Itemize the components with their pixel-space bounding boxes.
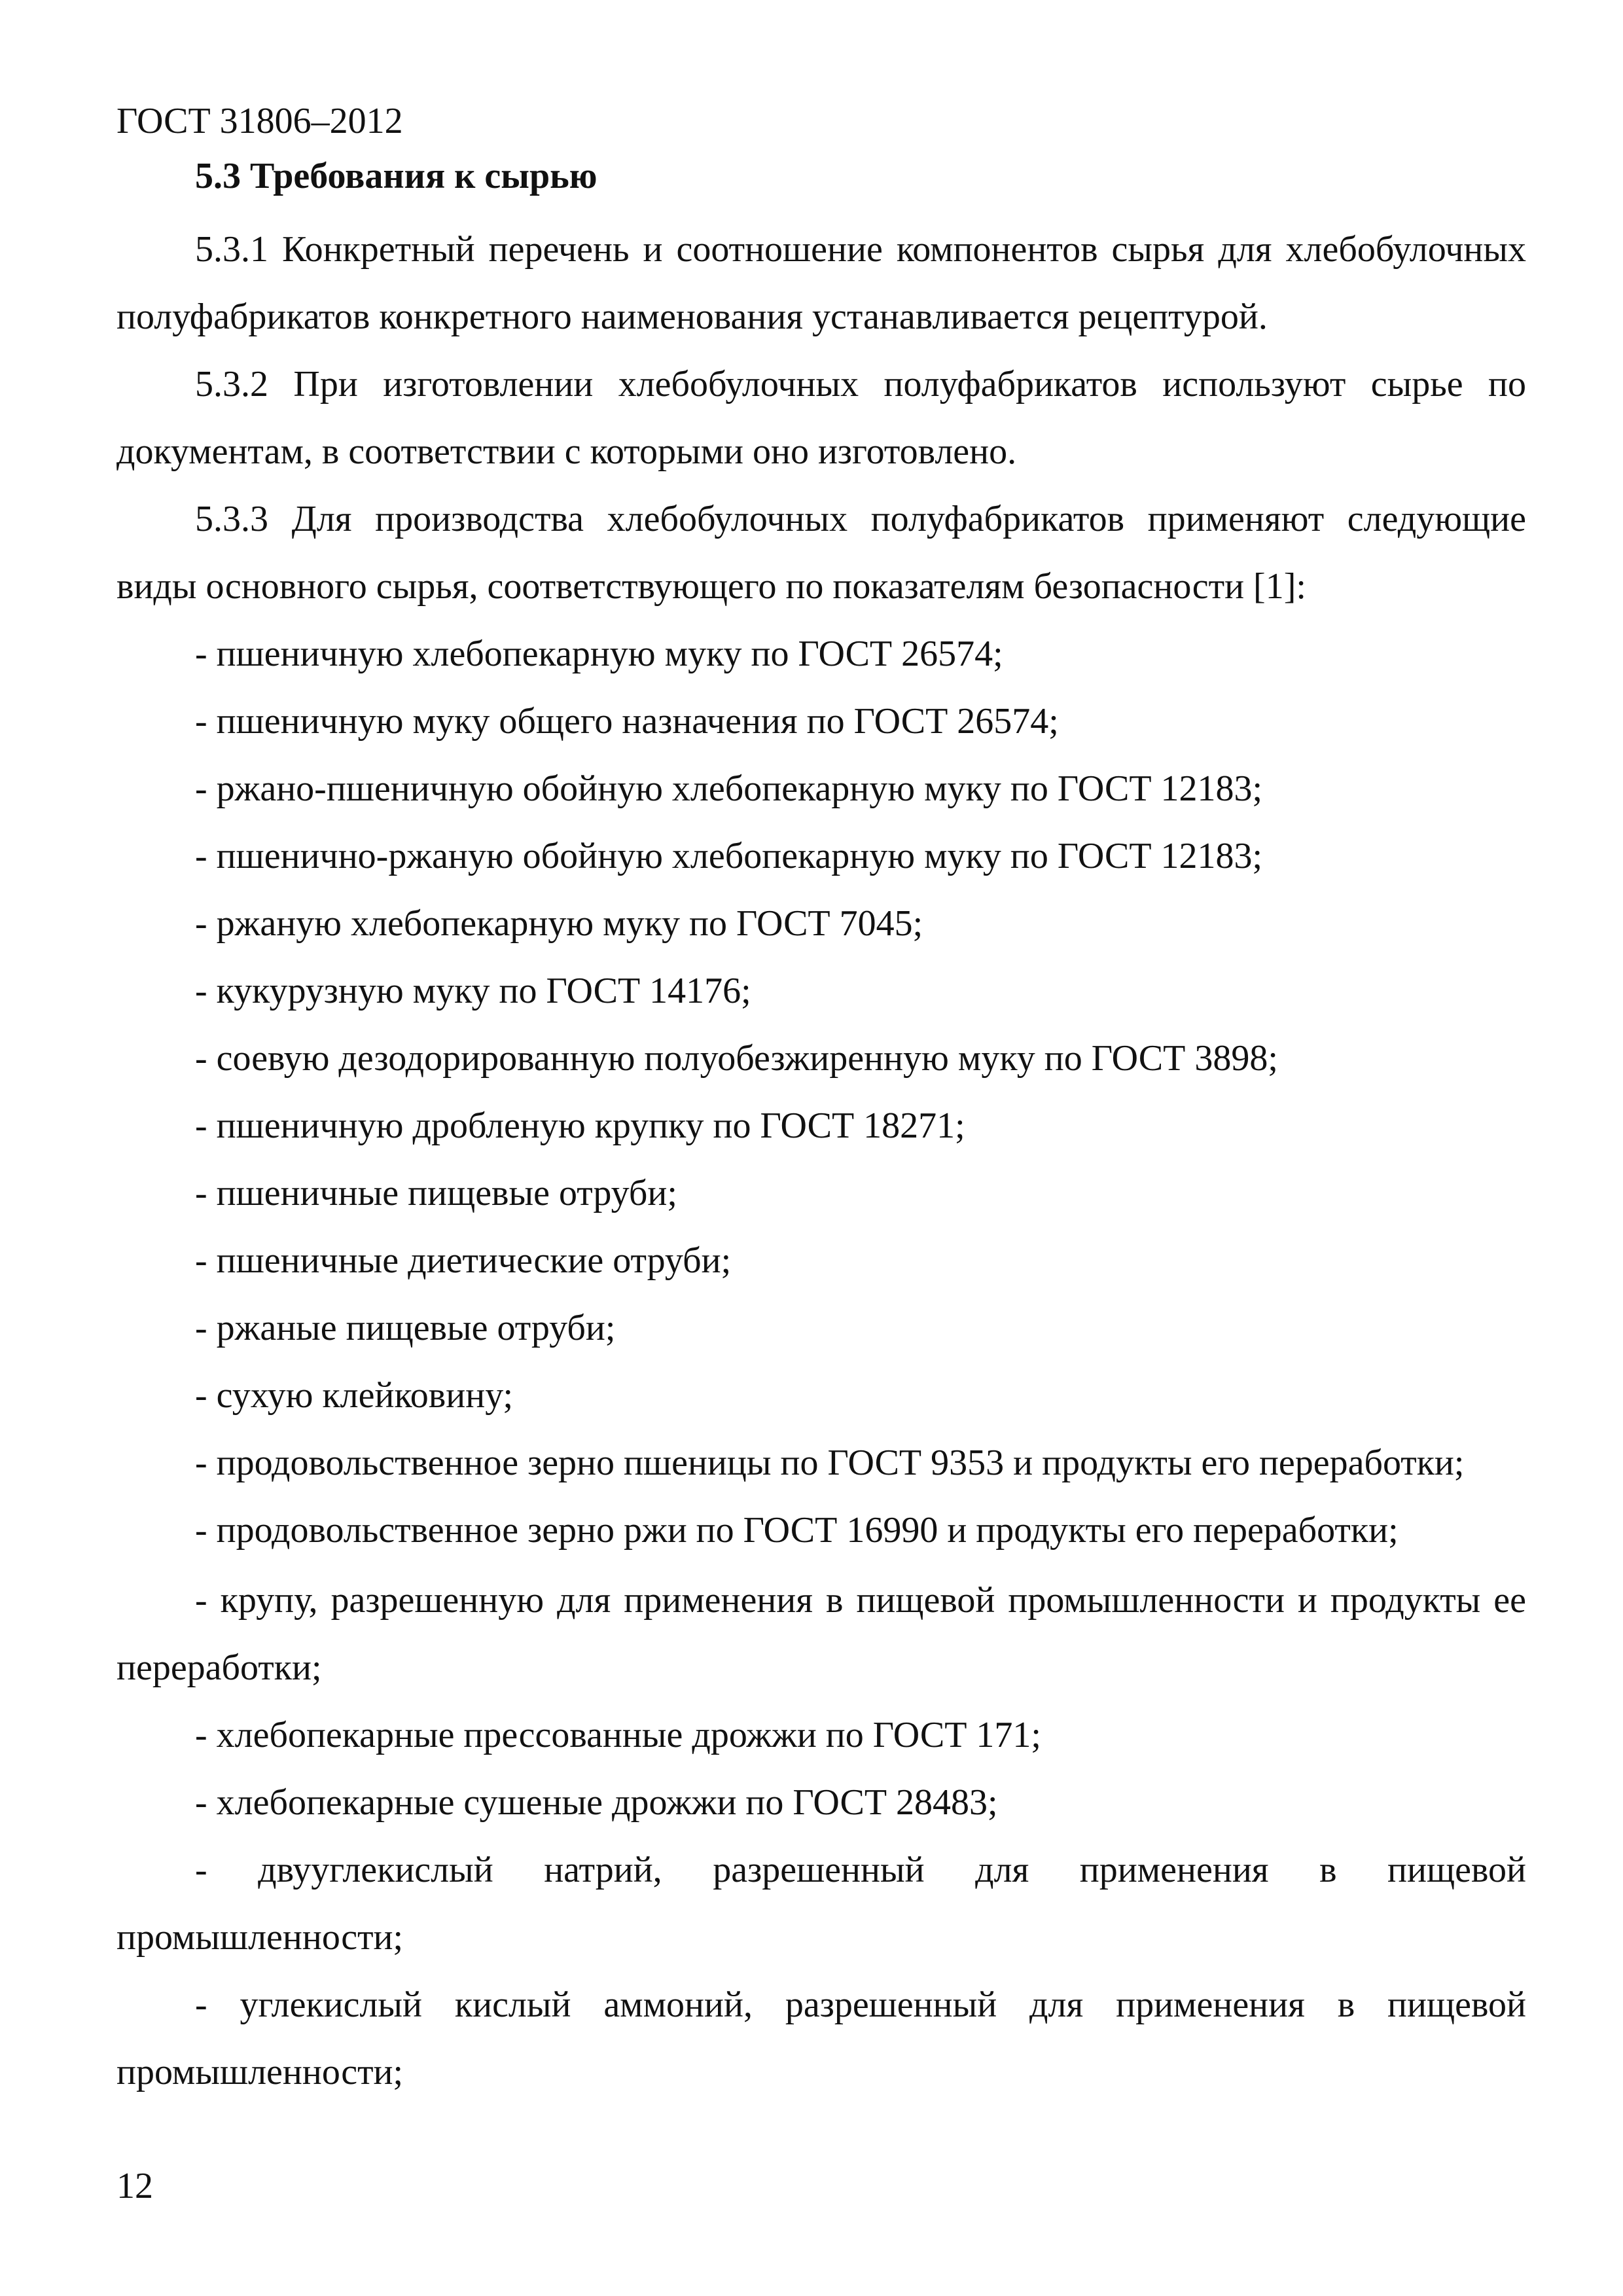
list-item: - ржаные пищевые отруби; — [195, 1308, 616, 1348]
list-item: - кукурузную муку по ГОСТ 14176; — [195, 971, 751, 1011]
list-item: - пшеничную хлебопекарную муку по ГОСТ 26574; — [195, 634, 1003, 674]
list-item: - пшенично-ржаную обойную хлебопекарную муку по ГОСТ 12183; — [195, 836, 1263, 876]
list-item: - ржано-пшеничную обойную хлебопекарную муку по ГОСТ 12183; — [195, 768, 1263, 809]
list-item: - хлебопекарные сушеные дрожжи по ГОСТ 28483; — [195, 1782, 998, 1823]
list-item: - продовольственное зерно пшеницы по ГОСТ 9353 и продукты его переработки; — [195, 1443, 1465, 1483]
list-item: - углекислый кислый аммоний, разрешенный для применения в пищевой промышленности; — [116, 1984, 1526, 2092]
paragraph-5-3-1: 5.3.1 Конкретный перечень и соотношение компонентов сырья для хлебобулочных полуфабрикатов конкретного наименования устанавливается рецептурой. — [116, 229, 1526, 337]
list-item: - пшеничную дробленую крупку по ГОСТ 18271; — [195, 1105, 965, 1146]
paragraph-5-3-3: 5.3.3 Для производства хлебобулочных полуфабрикатов применяют следующие виды основного сырья, соответствующего по показателям безопасности [1]: — [116, 499, 1526, 607]
document-body — [116, 216, 1526, 2106]
standard-header: ГОСТ 31806–2012 — [116, 101, 403, 141]
list-item: - пшеничные диетические отруби; — [195, 1240, 732, 1281]
list-item: - двууглекислый натрий, разрешенный для применения в пищевой промышленности; — [116, 1850, 1526, 1958]
list-item: - крупу, разрешенную для применения в пищевой промышленности и продукты ее переработки; — [116, 1580, 1526, 1688]
list-item: - ржаную хлебопекарную муку по ГОСТ 7045; — [195, 903, 923, 944]
paragraph-5-3-2: 5.3.2 При изготовлении хлебобулочных полуфабрикатов используют сырье по документам, в соответствии с которыми оно изготовлено. — [116, 364, 1526, 472]
list-item: - пшеничную муку общего назначения по ГОСТ 26574; — [195, 701, 1059, 742]
list-item: - сухую клейковину; — [195, 1375, 514, 1416]
list-item: - пшеничные пищевые отруби; — [195, 1173, 677, 1213]
section-title: 5.3 Требования к сырью — [195, 156, 597, 196]
page-number: 12 — [116, 2166, 153, 2206]
list-item: - хлебопекарные прессованные дрожжи по ГОСТ 171; — [195, 1715, 1041, 1755]
list-item: - соевую дезодорированную полуобезжиренную муку по ГОСТ 3898; — [195, 1038, 1278, 1079]
list-item: - продовольственное зерно ржи по ГОСТ 16990 и продукты его переработки; — [195, 1510, 1399, 1551]
